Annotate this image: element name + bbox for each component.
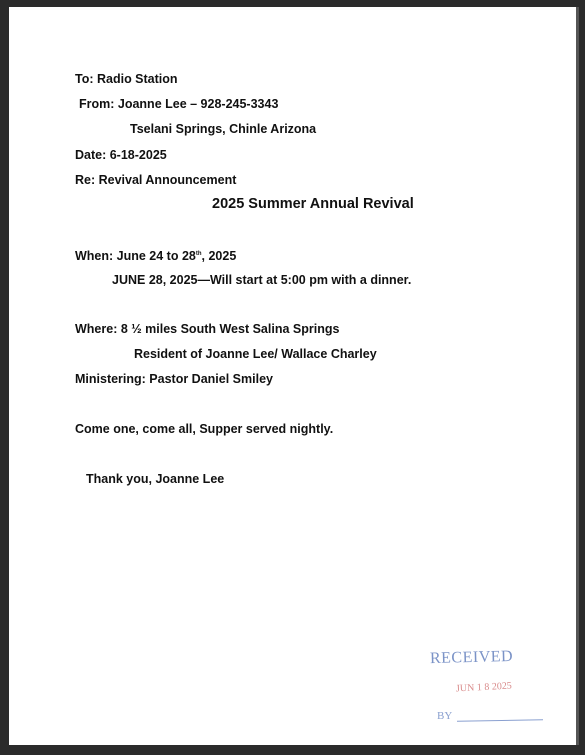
when-year: , 2025 (201, 249, 237, 263)
received-stamp: RECEIVED (429, 647, 514, 668)
document-page (9, 7, 579, 745)
signoff-line: Thank you, Joanne Lee (86, 472, 225, 486)
received-date-stamp: JUN 1 8 2025 (455, 680, 513, 695)
memo-to: To: Radio Station (75, 72, 178, 86)
ministering-line: Ministering: Pastor Daniel Smiley (75, 372, 273, 386)
memo-from: From: Joanne Lee – 928-245-3343 (79, 97, 279, 111)
when-line (75, 249, 236, 263)
received-by-label: BY (437, 710, 453, 722)
memo-subject: Re: Revival Announcement (75, 173, 237, 187)
where-line: Where: 8 ½ miles South West Salina Springs (75, 322, 340, 336)
where-detail: Resident of Joanne Lee/ Wallace Charley (134, 347, 377, 361)
memo-from-address: Tselani Springs, Chinle Arizona (130, 122, 317, 136)
received-by-line (457, 719, 543, 722)
invitation-line: Come one, come all, Supper served nightly. (75, 422, 334, 436)
announcement-title: 2025 Summer Annual Revival (212, 196, 414, 212)
when-suffix: th (195, 251, 202, 257)
when-main: When: June 24 to 28 (75, 249, 196, 263)
memo-date: Date: 6-18-2025 (75, 148, 167, 162)
when-detail: JUNE 28, 2025—Will start at 5:00 pm with a dinner. (112, 273, 412, 287)
